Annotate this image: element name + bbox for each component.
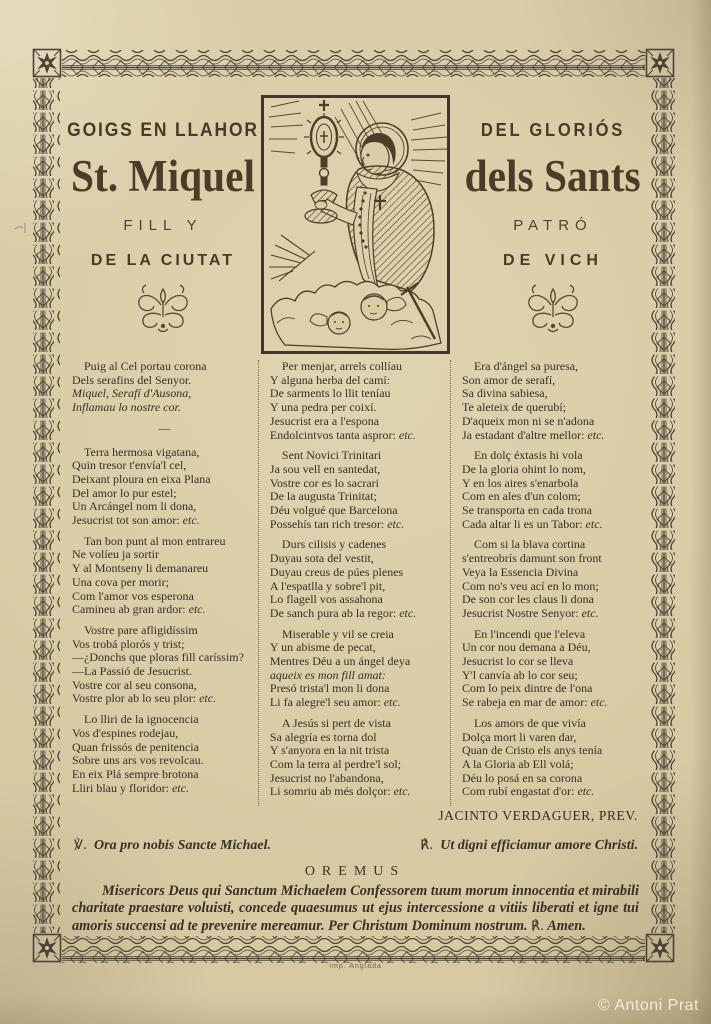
versicle-text: Ora pro nobis Sancte Michael. (94, 838, 271, 853)
verse-stanza (462, 449, 642, 531)
verse-line: Com lo peix dintre de l'ona (461, 681, 593, 696)
verse-line: Presó trista'l mon li dona (269, 681, 390, 696)
verse-line: En dolç éxtasis hi vola (473, 448, 583, 463)
verse-line: Te aleteix de querubí; (461, 400, 567, 415)
verse-line: Possehís tan rich tresor: etc. (269, 516, 405, 531)
verse-line: Vostre cor al seu consona, (72, 677, 197, 692)
verse-line: Y en los aires s'enarbola (461, 475, 579, 490)
verse-line: En l'incendi que l'eleva (473, 626, 586, 641)
verse-stanza (462, 717, 642, 799)
verse-line: Dels serafins del Senyor. (72, 372, 192, 387)
verse-line: De son cor les claus li dona (461, 592, 594, 607)
response-text: Ut digni efficiamur amore Christi. (440, 838, 638, 853)
verse-line: Ne volíeu ja sortir (72, 547, 159, 562)
verse-line: Una cova per morir; (72, 574, 169, 589)
verse-line: Vos trobá plorós y trist; (72, 636, 185, 651)
verse-line: Y una pedra per coixí. (269, 400, 377, 415)
verse-line: Un Arcángel nom li dona, (72, 499, 197, 514)
fleuron-left-icon (132, 281, 194, 335)
verse-line: Déu volgué que Barcelona (269, 503, 398, 518)
verse-line: Vostre plor ab lo seu plor: etc. (72, 691, 217, 706)
verse-line: Terra hermosa vigatana, (84, 444, 200, 459)
kicker-left: GOIGS EN LLAHOR (67, 120, 259, 141)
verse-line: Com l'amor vos esperona (72, 588, 194, 603)
verse-line: Jesucrist lo cor se lleva (461, 654, 574, 669)
verse-line: Li somriu ab més dolçor: etc. (269, 784, 411, 799)
verse-line: Lo flagell vos assahona (269, 592, 383, 607)
verse-line: Miquel, Serafí d'Ausona, (72, 386, 192, 401)
verse-line: En eix Plá sempre brotona (72, 766, 199, 781)
verse-line: Los amors de que vivía (473, 715, 586, 730)
verse-stanza (270, 717, 450, 799)
verse-line: Quan frissós de penitencia (72, 739, 199, 754)
verse-line: Endolcintvos tanta aspror: etc. (269, 427, 416, 442)
verse-line: Del amor lo pur estel; (72, 485, 177, 500)
verse-line: Tan bon punt al mon entrareu (84, 533, 226, 548)
verse-line: Camineu ab gran ardor: etc. (72, 602, 206, 617)
title-left: St. Miquel (70, 151, 256, 201)
verse-stanza (72, 535, 258, 617)
verse-line: Lo lliri de la ignocencia (84, 712, 199, 727)
verse-line: Jesucrist tot son amor: etc. (72, 513, 200, 528)
verse-line: Y s'anyora en la nit trista (269, 743, 390, 758)
st-miquel-woodcut (261, 95, 450, 354)
verse-stanza (72, 624, 258, 706)
subtitle-left-1: FILL Y (123, 217, 203, 234)
verse-line: Déu lo posá en sa corona (461, 770, 583, 785)
oremus-prayer: Misericors Deus qui Sanctum Michaelem Confessorem tuum morum innocentia et mirabili charitate praestare voluisti, concede quaesumus ut ejus intercessione a vitiis liberati et igne tui amoris succensi ad te prevenire mereamur. Per Christum Dominum nostrum. ℟. Amen. (72, 883, 639, 934)
stanza-divider: — (158, 420, 172, 435)
versicle (74, 838, 271, 854)
verse-columns (72, 360, 642, 806)
verse-line: —¿Donchs que ploras fill caríssim? (72, 650, 244, 665)
verse-line: Lliri blau y floridor: etc. (72, 780, 189, 795)
verse-line: Com la terra al perdre'l sol; (269, 756, 402, 771)
verse-line: Per menjar, arrels collíau (281, 359, 403, 373)
verse-line: De la augusta Trinitat; (269, 489, 377, 504)
verse-line: Y'l canvía ab lo cor seu; (461, 667, 578, 682)
verse-line: Sa alegría es torna dol (269, 729, 377, 744)
verse-line: Com si la blava cortina (473, 537, 586, 552)
verse-line: Vos d'espines rodejau, (72, 725, 179, 740)
prayer-response-symbol-icon: ℟. (531, 918, 545, 934)
verse-line: De sanch pura ab la regor: etc. (269, 605, 417, 620)
verse-stanza (270, 449, 450, 531)
verse-line: Duyau sota del vestit, (269, 551, 374, 566)
verse-line: Y un abisme de pecat, (269, 640, 376, 655)
verse-line: —La Passió de Jesucrist. (72, 664, 192, 679)
verse-line: Veya la Essencia Divina (461, 564, 579, 579)
verse-line: Son amor de serafí, (461, 372, 556, 387)
verse-line: D'aqueix mon ni se n'adona (461, 413, 595, 428)
verse-line: Sent Novici Trinitari (281, 448, 382, 463)
subtitle-right-2: DE VICH (503, 252, 603, 269)
author-credit: JACINTO VERDAGUER, PREV. (438, 808, 638, 823)
verse-column-1 (72, 360, 258, 802)
verse-stanza (270, 360, 450, 442)
verse-line: Dolça mort li varen dar, (461, 729, 577, 744)
verse-line: Mentres Déu a un ángel deya (269, 654, 411, 669)
verse-line: Inflamau lo nostre cor. (72, 400, 181, 415)
verse-line: Miserable y vil se creia (281, 626, 394, 641)
responsory-line (74, 838, 638, 854)
verse-line: Era d'ángel sa puresa, (473, 359, 579, 373)
response-symbol-icon: ℟. (420, 838, 434, 853)
verse-line: A l'espatlla y sobre'l pit, (269, 578, 386, 593)
versicle-symbol-icon: ℣. (74, 838, 88, 853)
verse-line: Jesucrist Nostre Senyor: etc. (461, 605, 599, 620)
title-right: dels Sants (464, 151, 642, 201)
verse-line: Jesucrist era a l'espona (269, 413, 380, 428)
verse-line: Com no's veu ací en lo mon; (461, 578, 599, 593)
prayer-amen: Amen. (547, 917, 586, 934)
verse-stanza (72, 446, 258, 528)
fleuron-right-icon (522, 281, 584, 335)
verse-line: Com en ales d'un colom; (461, 489, 581, 504)
response (420, 838, 638, 854)
verse-stanza (72, 360, 258, 415)
pencil-mark (13, 220, 31, 236)
verse-line: Vostre cor es lo sacrari (269, 475, 379, 490)
verse-line: Cada altar li es un Tabor: etc. (461, 516, 603, 531)
verse-line: Durs cilisis y cadenes (281, 537, 387, 552)
verse-line: Quin tresor t'envía'l cel, (72, 458, 187, 473)
verse-line: Ja sou vell en santedat, (269, 461, 381, 476)
verse-line: Com rubí engastat d'or: etc. (461, 784, 595, 799)
verse-line: Un cor nou demana a Déu, (461, 640, 591, 655)
verse-stanza (72, 713, 258, 795)
verse-line: Vostre pare afligidíssim (84, 622, 198, 637)
verse-line: De la gloria ohint lo nom, (461, 461, 586, 476)
verse-line: aqueix es mon fill amat: (269, 667, 386, 682)
verse-line: A Jesús si pert de vista (281, 715, 391, 730)
verse-line: Ja estadant d'altre mellor: etc. (461, 427, 605, 442)
verse-stanza (462, 538, 642, 620)
verse-line: Puig al Cel portau corona (84, 359, 207, 373)
verse-line: Jesucrist no l'abandona, (269, 770, 384, 785)
subtitle-left-2: DE LA CIUTAT (90, 252, 236, 269)
oremus-heading: OREMUS (304, 864, 406, 879)
verse-line: Li fa alegre'l seu amor: etc. (269, 695, 401, 710)
kicker-right: DEL GLORIÓS (480, 120, 626, 140)
copyright-watermark: © Antoni Prat (597, 997, 699, 1014)
verse-line: Se rabeja en mar de amor: etc. (461, 695, 608, 710)
verse-line: De sarments lo llit teníau (269, 386, 391, 401)
verse-stanza (270, 628, 450, 710)
verse-stanza (462, 628, 642, 710)
verse-line: Se transporta en cada trona (461, 503, 592, 518)
verse-column-2 (258, 360, 450, 806)
subtitle-right-1: PATRÓ (513, 217, 593, 234)
verse-line: s'entreobrís damunt son front (461, 551, 602, 566)
verse-stanza (270, 538, 450, 620)
verse-stanza (462, 360, 642, 442)
printer-imprint: Imp. Anglada (329, 963, 382, 970)
verse-line: Sa divina sabiesa, (461, 386, 548, 401)
verse-line: Deixant ploura en eixa Plana (72, 471, 211, 486)
verse-column-3 (450, 360, 642, 806)
verse-line: Quan de Cristo els anys tenía (461, 743, 603, 758)
verse-line: Sobre uns ars vos revolcau. (72, 753, 204, 768)
verse-line: Duyau creus de púes plenes (269, 564, 404, 579)
verse-line: Y al Montseny li demanareu (72, 561, 209, 576)
verse-line: Y alguna herba del camí: (269, 372, 391, 387)
verse-line: A la Gloria ab Ell volá; (461, 756, 574, 771)
